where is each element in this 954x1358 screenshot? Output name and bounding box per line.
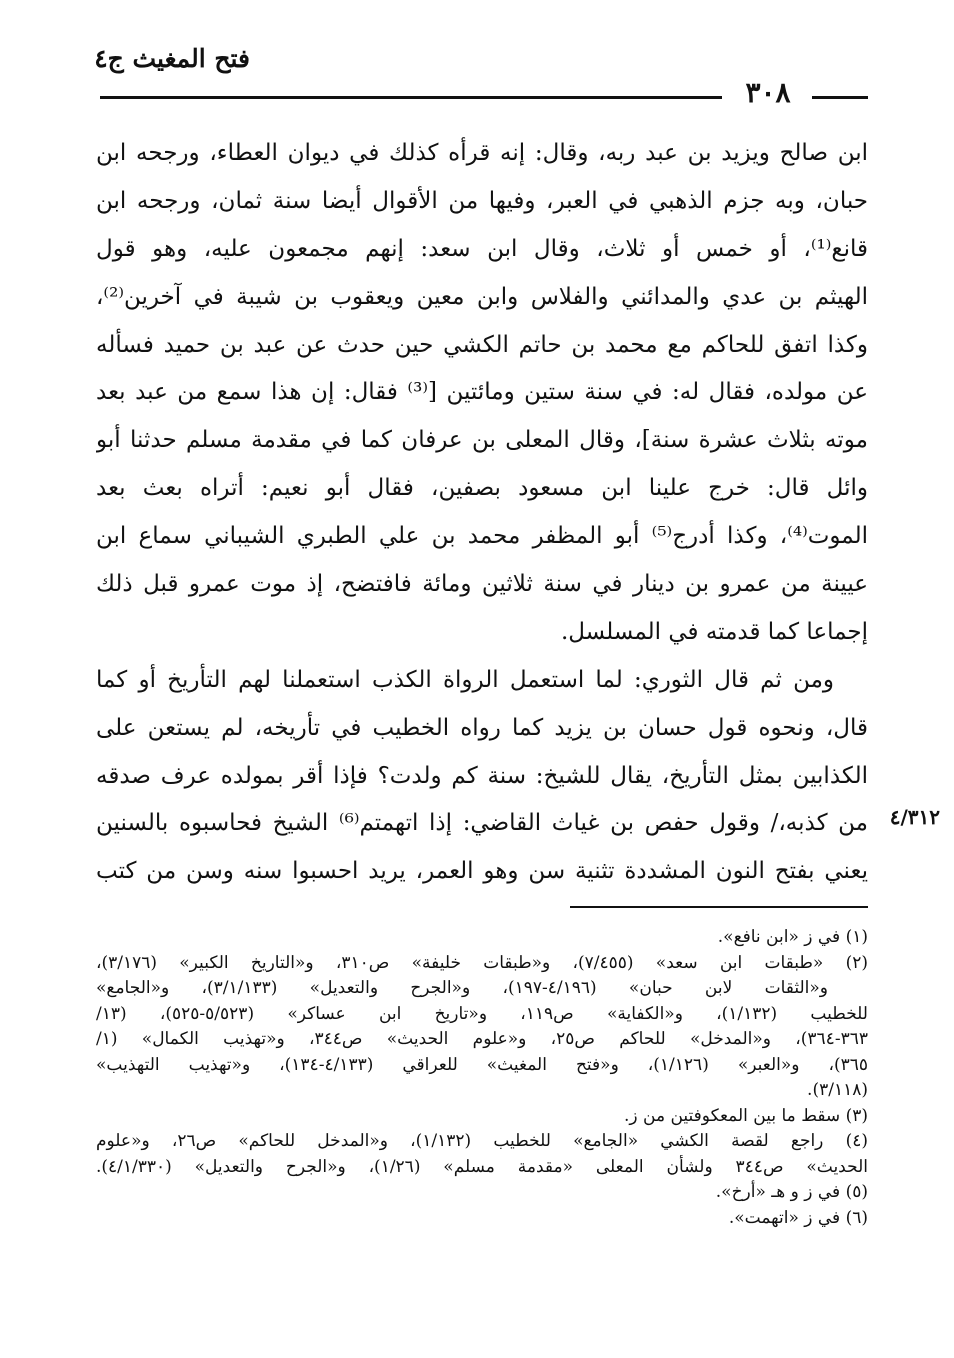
body-line: وكذا اتفق للحاكم مع محمد بن حاتم الكشي حين حدث عن عبد بن حميد فسأله (96, 331, 868, 358)
body-line: من كذبه،/ وقول حفص بن غياث القاضي: إذا اتهمتم⁽⁶⁾ الشيخ فحاسبوه بالسنين (96, 810, 868, 837)
page-number: ٣٠٨ (745, 76, 791, 109)
body-line: يعني بفتح النون المشددة تثنية سن وهو العمر، يريد احسبوا سنه وسن من كتب (96, 858, 868, 885)
body-line: الموت⁽⁴⁾، وكذا أدرج⁽⁵⁾ أبو المظفر محمد بن علي الطبري الشيباني سماع ابن (96, 523, 868, 550)
footnote-separator (570, 906, 868, 908)
body-line: الهيثم بن عدي والمدائني والفلاس وابن معين ويعقوب بن شيبة في آخرين⁽²⁾، (96, 283, 868, 310)
footnote-line: ٣٦٥)، و«العبر» (١/١٢٦)، و«فتح المغيث» للعراقي (٤/١٣٣-١٣٤)، و«تهذيب التهذيب» (96, 1054, 868, 1075)
body-line: وائل قال: خرج علينا ابن مسعود بصفين، فقال أبو نعيم: أتراه بعث بعد (96, 475, 868, 502)
body-line: الكذابين بمثل التأريخ، يقال للشيخ: سنة كم ولدت؟ فإذا أقر بمولده عرف صدقه (96, 762, 868, 789)
paragraph-end-line: إجماعا كما قدمته في المسلسل. (560, 618, 868, 645)
header-rule (100, 96, 722, 99)
body-line: ابن صالح ويزيد بن عبد ربه، وقال: إنه قرأه كذلك في ديوان العطاء، ورجحه ابن (96, 140, 868, 166)
body-line: عيينة من عمرو بن دينار في سنة ثلاثين ومائة فافتضح، إذ موت عمرو قبل ذلك (96, 571, 868, 598)
footnote-line: الحديث» ص٣٤٤ ولشأن المعلى «مقدمة مسلم» (١/٢٦)، و«الجرح والتعديل» (٤/١/٣٣٠). (96, 1156, 868, 1177)
body-line: عن مولده، فقال له: في سنة ستين ومائتين [⁽³⁾ فقال: إن هذا سمع من عبد بعد (96, 379, 868, 406)
paragraph-start-line: ومن ثم قال الثوري: لما استعمل الرواة الكذب استعملنا لهم التأريخ أو كما (96, 666, 834, 693)
header-rule-short (812, 96, 868, 99)
footnote-line: (٦) في ز «اتهمت». (728, 1207, 868, 1228)
margin-page-reference: ٤/٣١٢ (889, 805, 940, 829)
body-line: قانع⁽¹⁾، أو خمس أو ثلاث، وقال ابن سعد: إنهم مجمعون عليه، وهو قول (96, 235, 868, 262)
body-line: قال، ونحوه قول حسان بن يزيد كما رواه الخطيب في تأريخه، لم يستعن على (96, 714, 868, 741)
footnote-line: ٣٦٣-٣٦٤)، و«المدخل» للحاكم ص٢٥، و«علوم الحديث» ص٣٤٤، و«تهذيب الكمال» (١/ (96, 1029, 868, 1049)
footnote-line: و«الثقات لابن حبان» (٤/١٩٦-١٩٧)، و«الجرح والتعديل» (٣/١/١٣٣)، و«الجامع» (96, 978, 829, 998)
running-title: فتح المغيث ج٤ (94, 44, 250, 73)
body-line: موته بثلاث عشرة سنة]، وقال المعلى بن عرفان كما في مقدمة مسلم حدثنا أبو (96, 427, 868, 454)
footnote-line: (٢) «طبقات ابن سعد» (٧/٤٥٥)، و«طبقات خليفة» ص٣١٠، و«التاريخ الكبير» (٣/١٧٦)، (96, 952, 868, 973)
footnote-line: (٣) سقط ما بين المعكوفتين من ز. (624, 1105, 868, 1126)
footnote-line: (٤) راجع لقصة الكشي «الجامع» للخطيب (١/١٣٢)، و«المدخل للحاكم» ص٢٦، و«علوم (96, 1131, 868, 1151)
body-line: حبان، وبه جزم الذهبي في العبر، وفيها من الأقوال أيضا سنة ثمان، ورجحه ابن (96, 187, 868, 214)
footnotes (96, 925, 868, 1231)
footnote-line: (١) في ز «ابن نافع». (717, 927, 868, 947)
footnote-line: للخطيب (١/١٣٢)، و«الكفاية» ص١١٩، و«تاريخ ابن عساكر» (٥/٥٢٣-٥٢٥)، (١٣/ (96, 1003, 868, 1024)
body-text (96, 130, 868, 896)
footnote-line: (٣/١١٨). (807, 1080, 868, 1100)
footnote-line: (٥) في ز و هـ «أرخ». (715, 1182, 868, 1202)
